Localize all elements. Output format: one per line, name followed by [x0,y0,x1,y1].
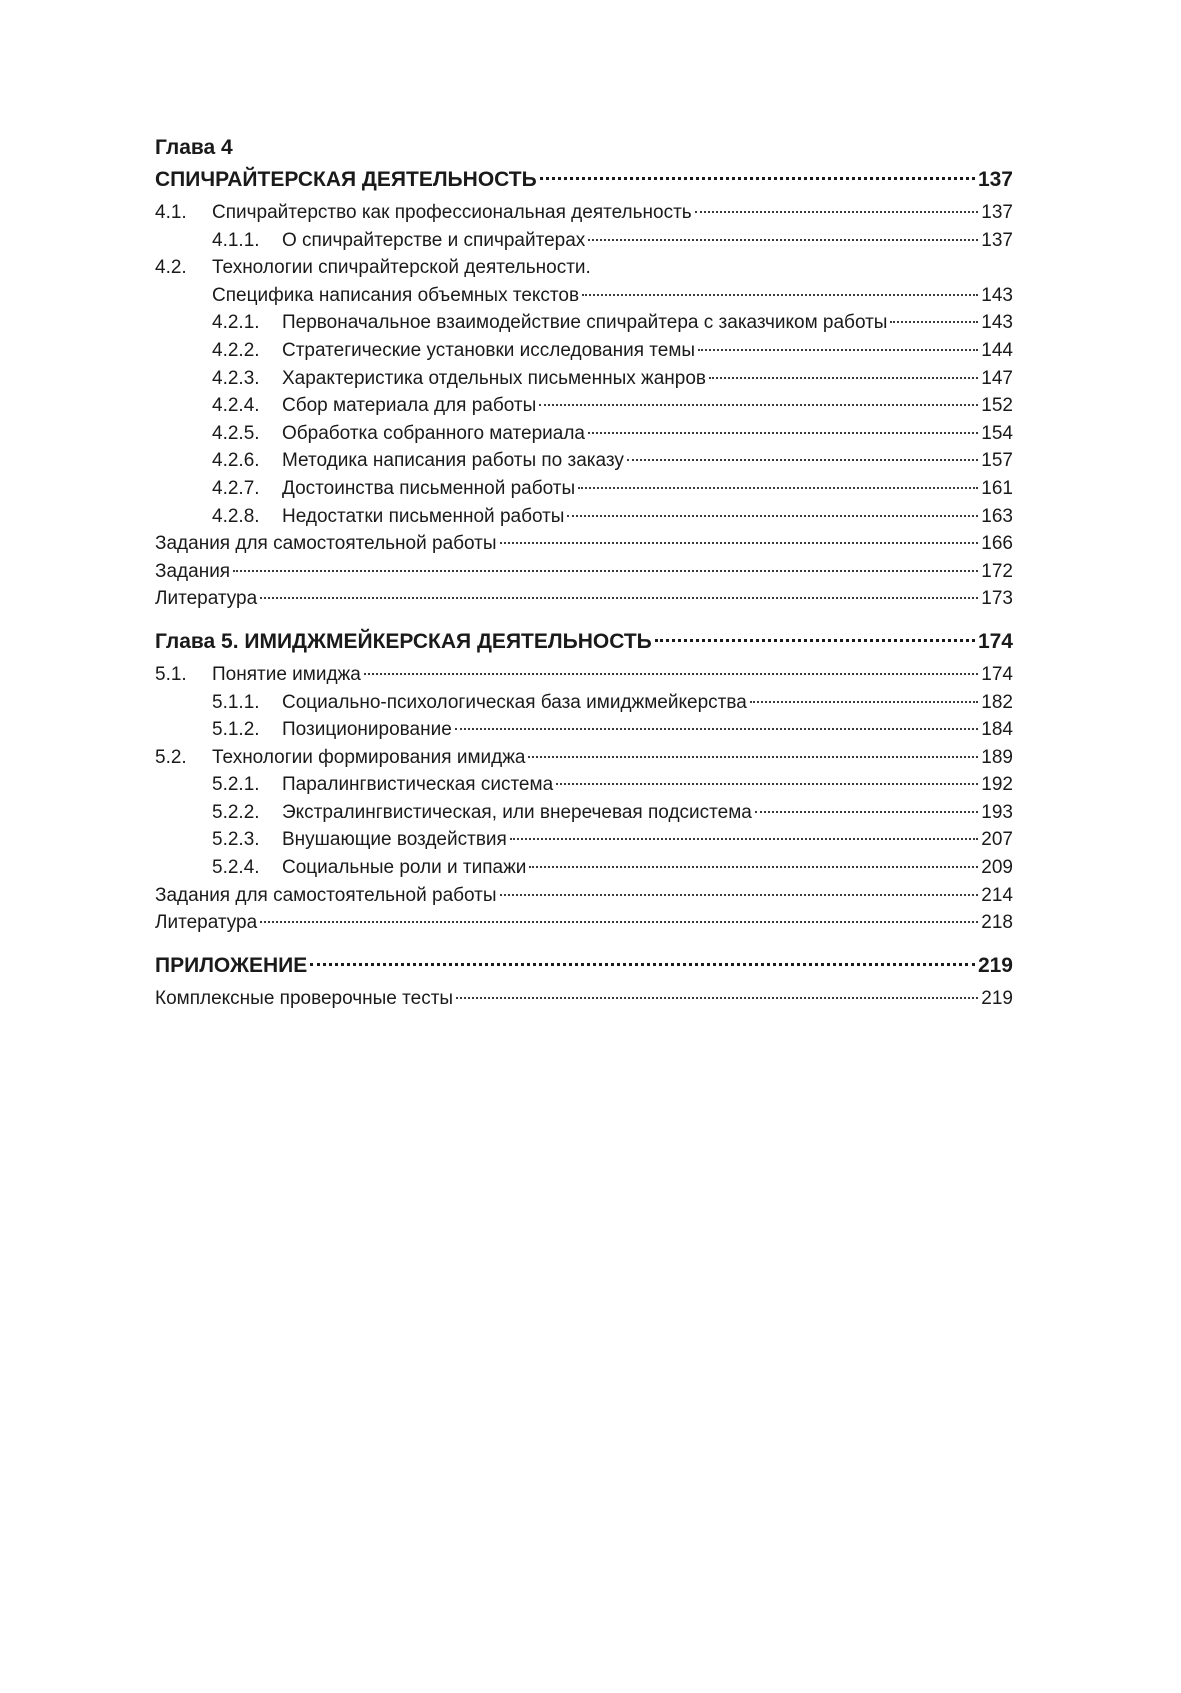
page-number: 143 [981,312,1013,334]
dot-leader [709,377,978,379]
entry-title: Социальные роли и типажи [282,857,527,879]
chapter-heading [155,163,1013,197]
entry-number: 5.2. [155,746,187,768]
toc-entry [155,826,1013,854]
entry-number: 4.2.4. [212,395,260,417]
toc-entry [155,530,1013,558]
dot-leader [655,639,975,642]
dot-leader [529,866,978,868]
toc-entry [155,744,1013,772]
toc-entry [155,447,1013,475]
page-number: 207 [981,829,1013,851]
entry-title: Паралингвистическая система [282,774,554,796]
dot-leader [364,673,978,675]
entry-title: Задания для самостоятельной работы [155,884,497,906]
toc-entry [155,799,1013,827]
entry-title: Технологии формирования имиджа [212,746,526,768]
page-number: 192 [981,774,1013,796]
entry-title: Понятие имиджа [212,663,361,685]
entry-title: Обработка собранного материала [282,422,585,444]
dot-leader [510,838,978,840]
toc-entry [155,475,1013,503]
entry-title: Экстралингвистическая, или внеречевая подсистема [282,801,752,823]
toc-entry [155,882,1013,910]
page-number: 214 [981,884,1013,906]
entry-title: Позиционирование [282,719,452,741]
dot-leader [890,321,978,323]
toc-entry [155,689,1013,717]
page-number: 157 [981,450,1013,472]
chapter-label-text: Глава 4 [155,136,233,159]
toc-entry [155,854,1013,882]
dot-leader [567,515,978,517]
entry-number: 5.1. [155,663,187,685]
appendix-heading [155,949,1013,983]
entry-title: Литература [155,912,258,934]
entry-title-continuation: Специфика написания объемных текстов [212,284,580,306]
entry-number: 4.2.1. [212,312,260,334]
dot-leader [528,756,978,758]
dot-leader [455,728,979,730]
page-number: 152 [981,395,1013,417]
toc-entry [155,585,1013,613]
entry-title: Недостатки письменной работы [282,505,565,527]
page-number: 209 [981,857,1013,879]
dot-leader [588,432,978,434]
entry-title: Задания [155,560,231,582]
page-number: 147 [981,367,1013,389]
toc-entry [155,254,1013,282]
page-number: 144 [981,339,1013,361]
dot-leader [627,459,978,461]
dot-leader [582,294,978,296]
toc-entry [155,716,1013,744]
page-number: 189 [981,746,1013,768]
page-number: 163 [981,505,1013,527]
dot-leader [540,177,975,180]
table-of-contents [155,133,1013,1012]
page-number: 166 [981,533,1013,555]
dot-leader [698,349,978,351]
entry-title: Достоинства письменной работы [282,477,576,499]
appendix-title: ПРИЛОЖЕНИЕ [155,953,308,977]
page-number: 161 [981,477,1013,499]
toc-entry [155,909,1013,937]
entry-number: 5.2.1. [212,774,260,796]
page-number: 137 [981,229,1013,251]
dot-leader [456,997,978,999]
page-number: 154 [981,422,1013,444]
toc-entry [155,392,1013,420]
entry-number: 4.2.2. [212,339,260,361]
toc-entry [155,337,1013,365]
dot-leader [500,894,979,896]
dot-leader [500,542,979,544]
dot-leader [695,211,979,213]
entry-title: Технологии спичрайтерской деятельности. [212,257,591,279]
page-number: 143 [981,284,1013,306]
dot-leader [310,963,975,966]
entry-number: 5.2.4. [212,857,260,879]
chapter-label [155,133,1013,163]
page-number: 174 [981,663,1013,685]
entry-number: 4.2.7. [212,477,260,499]
entry-title: Первоначальное взаимодействие спичрайтера с заказчиком работы [282,312,888,334]
page-number: 174 [977,629,1013,653]
dot-leader [750,701,979,703]
toc-entry [155,309,1013,337]
page-number: 218 [981,912,1013,934]
entry-number: 5.1.1. [212,691,260,713]
entry-title: Сбор материала для работы [282,395,537,417]
toc-entry [155,420,1013,448]
toc-entry [155,503,1013,531]
entry-title: Комплексные проверочные тесты [155,987,454,1009]
entry-number: 4.2.3. [212,367,260,389]
toc-entry [155,365,1013,393]
page-number: 219 [977,953,1013,977]
page-number: 219 [981,987,1013,1009]
page-number: 182 [981,691,1013,713]
entry-title: Методика написания работы по заказу [282,450,624,472]
toc-entry [155,199,1013,227]
page-number: 137 [977,168,1013,191]
entry-number: 4.2.6. [212,450,260,472]
chapter-heading [155,625,1013,659]
dot-leader [556,783,978,785]
entry-title: Задания для самостоятельной работы [155,533,497,555]
entry-title: Социально-психологическая база имиджмейкерства [282,691,747,713]
chapter-title: Глава 5. ИМИДЖМЕЙКЕРСКАЯ ДЕЯТЕЛЬНОСТЬ [155,629,652,653]
toc-entry [155,661,1013,689]
entry-title: Внушающие воздействия [282,829,507,851]
entry-number: 5.2.2. [212,801,260,823]
entry-number: 4.2. [155,257,187,279]
page-number: 184 [981,719,1013,741]
toc-entry [155,771,1013,799]
entry-title: Спичрайтерство как профессиональная деятельность [212,202,692,223]
dot-leader [588,239,978,241]
entry-title: Стратегические установки исследования темы [282,339,696,361]
toc-entry [155,227,1013,255]
dot-leader [755,811,978,813]
dot-leader [233,570,978,572]
page-number: 173 [981,588,1013,610]
dot-leader [260,921,978,923]
page-number: 137 [981,202,1013,223]
page-number: 193 [981,801,1013,823]
page-number: 172 [981,560,1013,582]
entry-number: 5.2.3. [212,829,260,851]
toc-entry [155,985,1013,1013]
dot-leader [539,404,978,406]
entry-number: 4.2.8. [212,505,260,527]
dot-leader [578,487,978,489]
entry-number: 5.1.2. [212,719,260,741]
chapter-title: СПИЧРАЙТЕРСКАЯ ДЕЯТЕЛЬНОСТЬ [155,168,537,191]
dot-leader [260,597,978,599]
entry-title: О спичрайтерстве и спичрайтерах [282,229,586,251]
entry-number: 4.1. [155,202,187,223]
toc-entry-continuation [155,282,1013,310]
entry-title: Литература [155,588,258,610]
entry-title: Характеристика отдельных письменных жанров [282,367,707,389]
entry-number: 4.1.1. [212,229,260,251]
toc-entry [155,558,1013,586]
entry-number: 4.2.5. [212,422,260,444]
